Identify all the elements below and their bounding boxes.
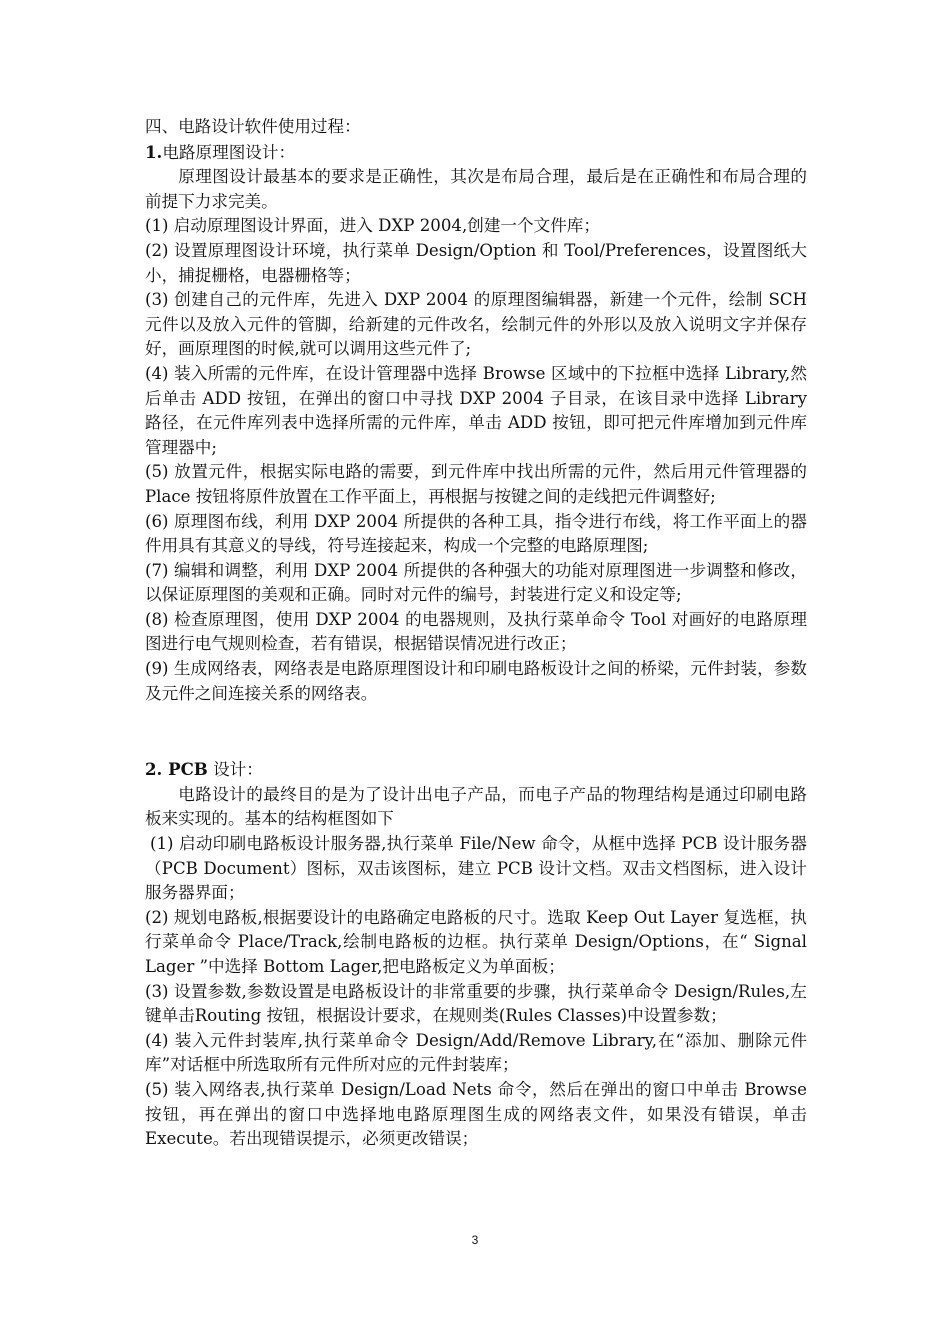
step-paragraph: (2) 设置原理图设计环境，执行菜单 Design/Option 和 Tool/Preferences，设置图纸大小，捕捉栅格，电器栅格等； bbox=[145, 240, 807, 285]
subsection-title bbox=[145, 140, 807, 166]
step-paragraph: (3) 创建自己的元件库，先进入 DXP 2004 的原理图编辑器，新建一个元件，绘制 SCH 元件以及放入元件的管脚，给新建的元件改名，绘制元件的外形以及放入说明文字并保存好，画原理图的时候,就可以调用这些元件了; bbox=[145, 290, 807, 359]
step-paragraph: (4) 装入所需的元件库，在设计管理器中选择 Browse 区域中的下拉框中选择 Library,然后单击 ADD 按钮，在弹出的窗口中寻找 DXP 2004 子目录，在该目录中选择 Library 路径，在元件库列表中选择所需的元件库，单击 ADD 按钮，即可把元件库增加到元件库管理器中; bbox=[145, 363, 807, 457]
step-paragraph: (3) 设置参数,参数设置是电路板设计的非常重要的步骤，执行菜单命令 Design/Rules,左键单击Routing 按钮，根据设计要求，在规则类(Rules Classes)中设置参数； bbox=[145, 981, 807, 1026]
step-paragraph: (6) 原理图布线，利用 DXP 2004 所提供的各种工具，指令进行布线，将工作平面上的器件用具有其意义的导线，符号连接起来，构成一个完整的电路原理图; bbox=[145, 511, 807, 556]
step-paragraph: (1) 启动原理图设计界面，进入 DXP 2004,创建一个文件库； bbox=[145, 216, 600, 236]
step-paragraph: (1) 启动印刷电路板设计服务器,执行菜单 File/New 命令，从框中选择 PCB 设计服务器（PCB Document）图标，双击该图标，建立 PCB 设计文档。双击文档图标，进入设计服务器界面； bbox=[145, 834, 807, 903]
document-body bbox=[145, 115, 807, 1152]
subsection-title bbox=[145, 757, 807, 783]
step-paragraph: (9) 生成网络表，网络表是电路原理图设计和印刷电路板设计之间的桥梁，元件封装，参数及元件之间连接关系的网络表。 bbox=[145, 659, 807, 703]
subsection-number: 1. bbox=[145, 141, 163, 162]
step-paragraph: (5) 放置元件，根据实际电路的需要，到元件库中找出所需的元件，然后用元件管理器的 Place 按钮将原件放置在工作平面上，再根据与按键之间的走线把元件调整好; bbox=[145, 462, 807, 506]
page-number: 3 bbox=[471, 1233, 479, 1247]
subsection-number: 2. PCB bbox=[145, 759, 208, 780]
section-spacer bbox=[145, 706, 807, 757]
subsection-title-text: 电路原理图设计： bbox=[162, 142, 296, 162]
step-paragraph: (4) 装入元件封装库,执行菜单命令 Design/Add/Remove Library,在“添加、删除元件库”对话框中所选取所有元件所对应的元件封装库； bbox=[145, 1030, 807, 1075]
intro-paragraph: 原理图设计最基本的要求是正确性，其次是布局合理，最后是在正确性和布局合理的前提下力求完美。 bbox=[145, 167, 807, 211]
step-paragraph: (8) 检查原理图，使用 DXP 2004 的电器规则，及执行菜单命令 Tool 对画好的电路原理图进行电气规则检查，若有错误，根据错误情况进行改正； bbox=[145, 609, 807, 654]
step-paragraph: (2) 规划电路板,根据要设计的电路确定电路板的尺寸。选取 Keep Out Layer 复选框，执行菜单命令 Place/Track,绘制电路板的边框。执行菜单 Design/Options，在“ Signal Lager ”中选择 Bottom Lager,把电路板定义为单面板； bbox=[145, 907, 807, 976]
step-paragraph: (7) 编辑和调整，利用 DXP 2004 所提供的各种强大的功能对原理图进一步调整和修改，以保证原理图的美观和正确。同时对元件的编号，封装进行定义和设定等; bbox=[145, 560, 807, 605]
intro-paragraph: 电路设计的最终目的是为了设计出电子产品，而电子产品的物理结构是通过印刷电路板来实现的。基本的结构框图如下 bbox=[145, 784, 807, 829]
subsection-title-text: 设计： bbox=[207, 760, 263, 780]
step-paragraph: (5) 装入网络表,执行菜单 Design/Load Nets 命令，然后在弹出的窗口中单击 Browse 按钮，再在弹出的窗口中选择地电路原理图生成的网络表文件，如果没有错误，单击 Execute。若出现错误提示，必须更改错误； bbox=[145, 1079, 807, 1149]
section-heading: 四、电路设计软件使用过程： bbox=[145, 117, 361, 136]
